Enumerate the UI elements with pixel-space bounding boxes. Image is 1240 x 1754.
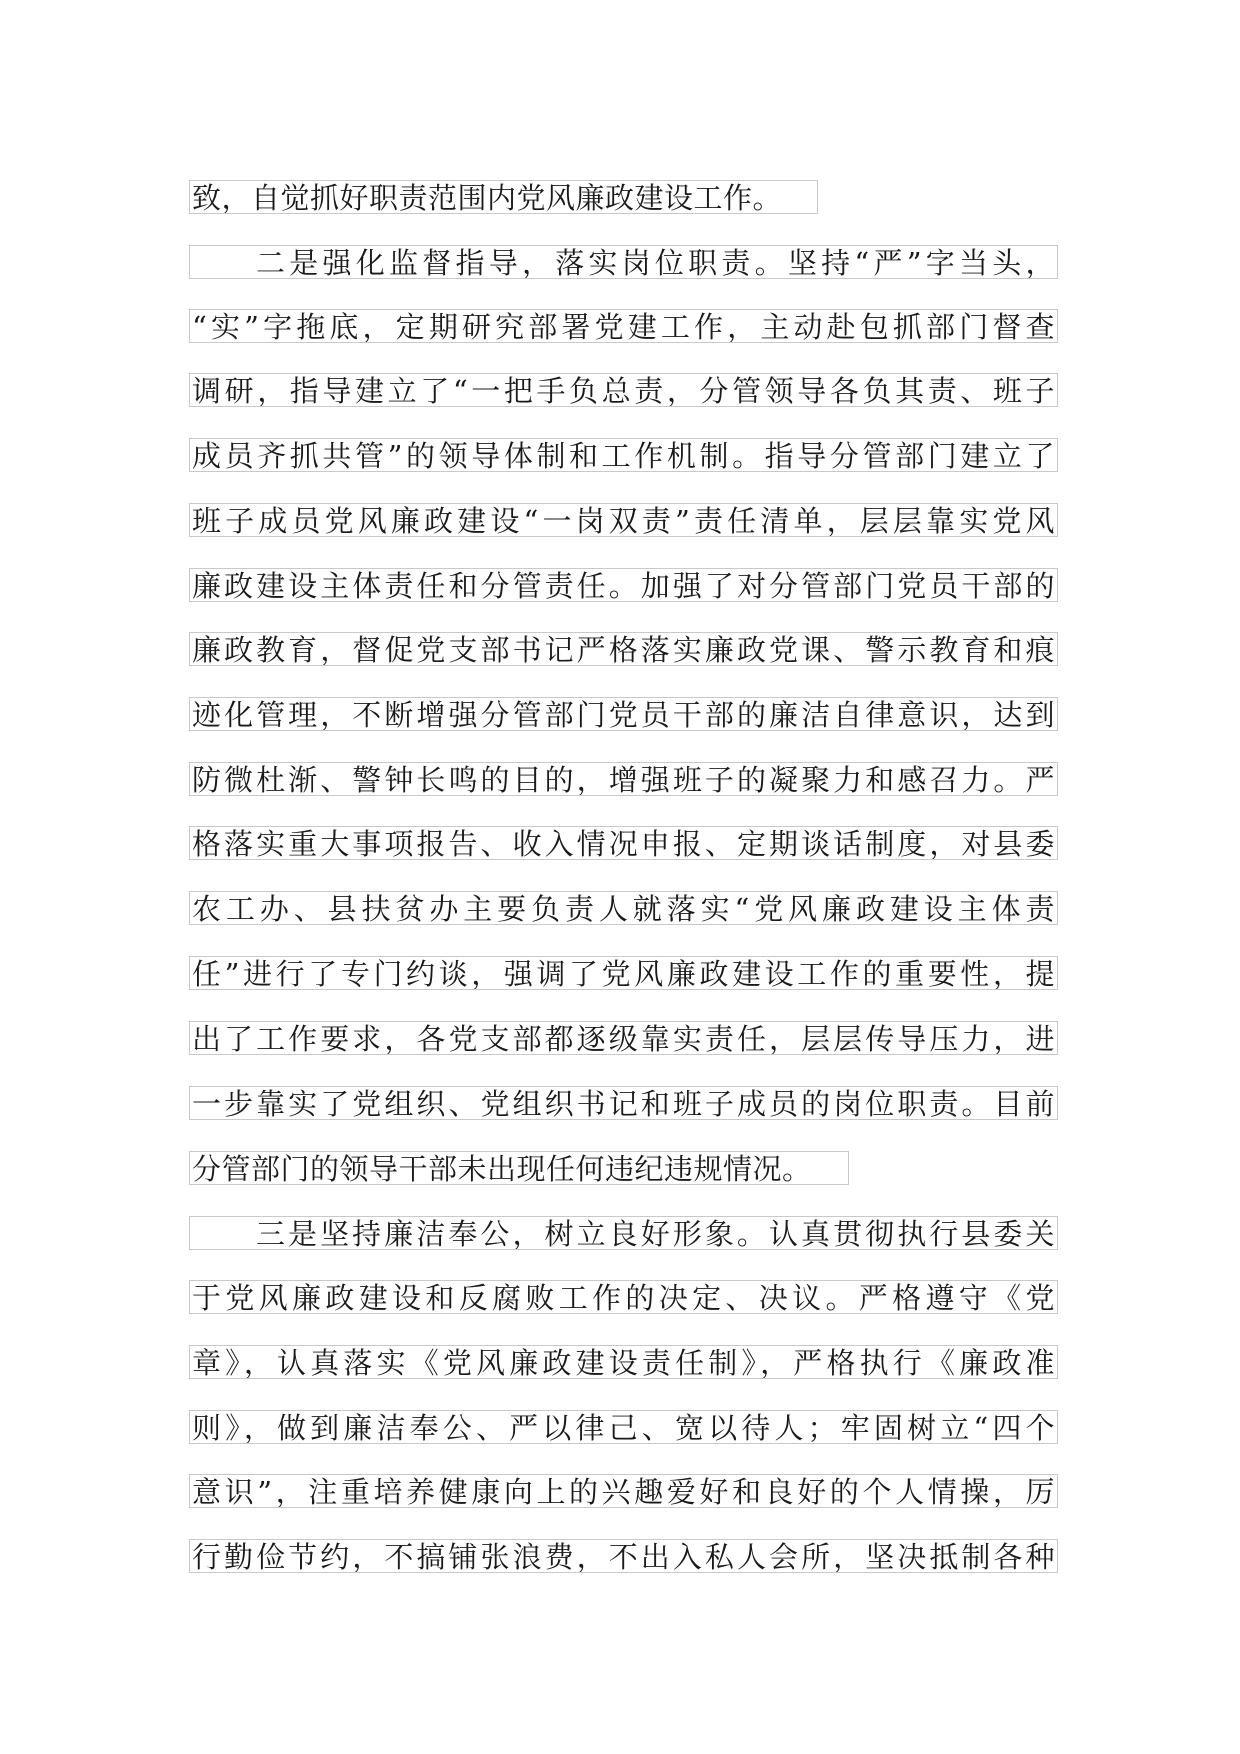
- text-line: 章》，认真落实《党风廉政建设责任制》，严格执行《廉政准: [189, 1345, 1058, 1379]
- text-line: 迹化管理，不断增强分管部门党员干部的廉洁自律意识，达到: [189, 697, 1058, 731]
- text-line: 于党风廉政建设和反腐败工作的决定、决议。严格遵守《党: [189, 1280, 1058, 1314]
- text-line: 致，自觉抓好职责范围内党风廉政建设工作。: [189, 180, 818, 214]
- text-line: 廉政建设主体责任和分管责任。加强了对分管部门党员干部的: [189, 568, 1058, 602]
- text-line: 农工办、县扶贫办主要负责人就落实“党风廉政建设主体责: [189, 891, 1058, 925]
- text-line: 任”进行了专门约谈，强调了党风廉政建设工作的重要性，提: [189, 956, 1058, 990]
- text-line: 格落实重大事项报告、收入情况申报、定期谈话制度，对县委: [189, 826, 1058, 860]
- text-line: 一步靠实了党组织、党组织书记和班子成员的岗位职责。目前: [189, 1086, 1058, 1120]
- paragraph-heading-line: 二是强化监督指导，落实岗位职责。坚持“严”字当头，: [189, 245, 1058, 279]
- text-line: 防微杜渐、警钟长鸣的目的，增强班子的凝聚力和感召力。严: [189, 762, 1058, 796]
- text-line: 出了工作要求，各党支部都逐级靠实责任，层层传导压力，进: [189, 1021, 1058, 1055]
- paragraph-heading-line: 三是坚持廉洁奉公，树立良好形象。认真贯彻执行县委关: [189, 1216, 1058, 1250]
- text-line: 分管部门的领导干部未出现任何违纪违规情况。: [189, 1151, 849, 1185]
- text-line: 行勤俭节约，不搞铺张浪费，不出入私人会所，坚决抵制各种: [189, 1539, 1058, 1573]
- text-line: “实”字拖底，定期研究部署党建工作，主动赴包抓部门督查: [189, 309, 1058, 343]
- text-line: 调研，指导建立了“一把手负总责，分管领导各负其责、班子: [189, 373, 1058, 407]
- text-line: 班子成员党风廉政建设“一岗双责”责任清单，层层靠实党风: [189, 503, 1058, 537]
- text-line: 则》，做到廉洁奉公、严以律己、宽以待人；牢固树立“四个: [189, 1410, 1058, 1444]
- text-line: 意识”，注重培养健康向上的兴趣爱好和良好的个人情操，厉: [189, 1474, 1058, 1508]
- text-line: 成员齐抓共管”的领导体制和工作机制。指导分管部门建立了: [189, 438, 1058, 472]
- text-line: 廉政教育，督促党支部书记严格落实廉政党课、警示教育和痕: [189, 632, 1058, 666]
